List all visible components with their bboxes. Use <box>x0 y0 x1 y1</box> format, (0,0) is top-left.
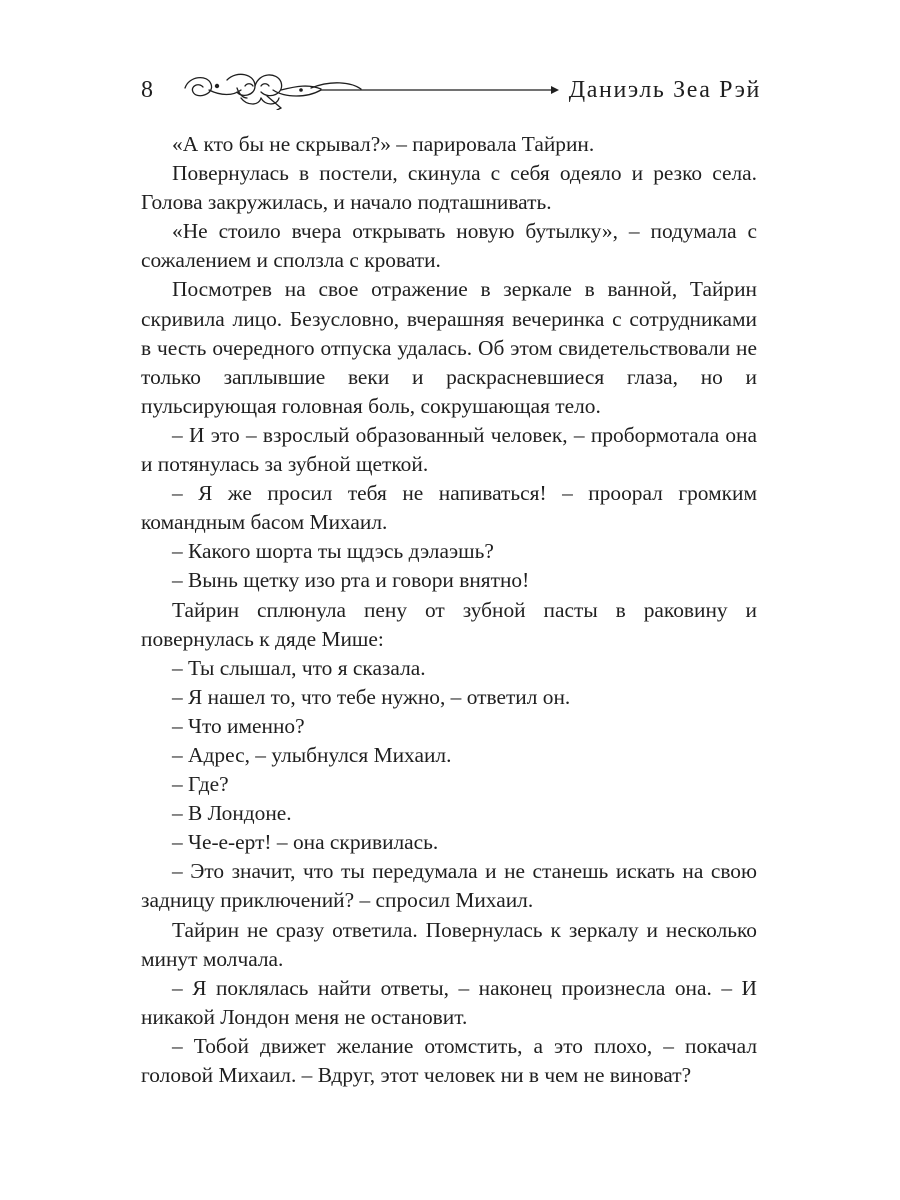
paragraph: – Где? <box>172 772 229 797</box>
paragraph: Посмотрев на свое отражение в зеркале в ванной, Тайрин скривила лицо. Безусловно, вчерашняя вечеринка с сотрудниками в честь очередного отпуска удалась. Об этом свидетельствовали не только заплывшие веки и раскрасневшиеся глаза, но и пульсирующая головная боль, сокрушающая тело. <box>141 277 757 418</box>
paragraph: – Адрес, – улыбнулся Михаил. <box>172 742 452 767</box>
paragraph: – Че-е-ерт! – она скривилась. <box>172 830 439 855</box>
paragraph: – Я нашел то, что тебе нужно, – ответил он. <box>172 684 571 709</box>
author-name: Даниэль Зеа Рэй <box>568 77 761 103</box>
paragraph: – Я же просил тебя не напиваться! – проорал громким командным басом Михаил. <box>141 481 757 535</box>
paragraph: – Ты слышал, что я сказала. <box>172 655 426 680</box>
page-number: 8 <box>141 77 153 103</box>
paragraph: Тайрин сплюнула пену от зубной пасты в раковину и повернулась к дяде Мише: <box>141 597 757 651</box>
body-text <box>141 130 757 1090</box>
paragraph: – Это значит, что ты передумала и не станешь искать на свою задницу приключений? – спросил Михаил. <box>141 859 757 913</box>
paragraph: «А кто бы не скрывал?» – парировала Тайрин. <box>172 132 595 156</box>
paragraph: Повернулась в постели, скинула с себя одеяло и резко села. Голова закружилась, и начало подташнивать. <box>141 161 757 215</box>
page-header <box>141 70 761 110</box>
paragraph: – И это – взрослый образованный человек, – пробормотала она и потянулась за зубной щеткой. <box>141 422 757 477</box>
butterfly-flourish-icon <box>181 70 561 110</box>
paragraph: Тайрин не сразу ответила. Повернулась к зеркалу и несколько минут молчала. <box>141 917 757 971</box>
paragraph: – Тобой движет желание отомстить, а это плохо, – покачал головой Михаил. – Вдруг, этот человек ни в чем не виноват? <box>141 1033 757 1087</box>
paragraph: – В Лондоне. <box>172 801 292 826</box>
paragraph: – Какого шорта ты щдэсь дэлаэшь? <box>172 539 494 564</box>
paragraph: – Вынь щетку изо рта и говори внятно! <box>172 568 530 593</box>
paragraph: «Не стоило вчера открывать новую бутылку», – подумала с сожалением и сползла с кровати. <box>141 219 757 273</box>
paragraph: – Что именно? <box>172 713 305 738</box>
paragraph: – Я поклялась найти ответы, – наконец произнесла она. – И никакой Лондон меня не остановит. <box>141 975 757 1029</box>
